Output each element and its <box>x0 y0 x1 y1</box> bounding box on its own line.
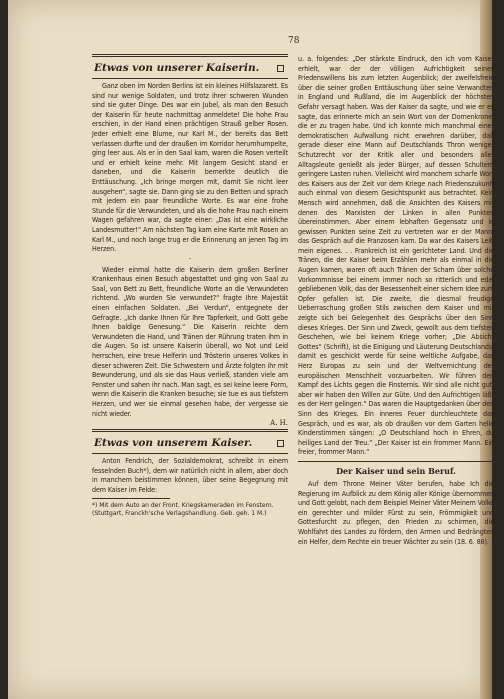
signature: A. H. <box>270 419 288 428</box>
paragraph: Ganz oben im Norden Berlins ist ein kleines Hilfslazarett. Es sind nur wenige Soldaten, und trotz ihrer schweren Wunden sind sie guter Dinge. Des war ein Jubel, als man den Besuch der Kaiserin für heute nachmittag anmeldete! Die hohe Frau erschien, in der Hand einen prächtigen Strauß gelber Rosen. Jeder erhielt eine Blume, nur Karl M., der bereits das Bett verlassen durfte und der draußen im Korridor herumhumpelte, ging leer aus. Als er in den Saal kam, waren die Rosen verteilt und er erhielt keine mehr. Mit langem Gesicht stand er daneben, und die Kaiserin bemerkte deutlich die Enttäuschung. „Ich bringe morgen mit, damit Sie nicht leer ausgehen“, sagte sie. Dann ging sie zu den Betten und sprach mit jedem ein paar freundliche Worte. Es war eine frohe Stunde für die Verwundeten, und als die hohe Frau nach einem Wagen gefahren war, da sagte einer: „Das ist eine wirkliche Landesmutter!“ Am nächsten Tag kam eine Karte mit Rosen an Karl M., und noch lange trug er die Erinnerung an jenen Tag im Herzen. <box>92 81 288 254</box>
section-rule <box>92 54 288 57</box>
section-rule <box>92 453 288 454</box>
paragraph: Anton Fendrich, der Sozialdemokrat, schreibt in einem fesselnden Buch*), dem wir natürlich nicht in allem, aber doch in manchem beistimmen können, über seine Begegnung mit dem Kaiser im Felde: <box>92 456 288 494</box>
paragraph: Auf dem Throne Meiner Väter berufen, habe Ich die Regierung im Aufblick zu dem König aller Könige übernommen und Gott gelobt, nach dem Beispiel Meiner Väter Meinem Volke ein gerechter und milder Fürst zu sein, Frömmigkeit und Gottesfurcht zu pflegen, den Frieden zu schirmen, die Wohlfahrt des Landes zu fördern, den Armen und Bedrängten ein Helfer, dem Rechte ein treuer Wächter zu sein (18. 6. 88). <box>298 478 494 546</box>
section-rule <box>298 461 494 462</box>
paragraph: u. a. folgendes: „Der stärkste Eindruck, den ich vom Kaiser erhielt, war der der völligen Aufrichtigkeit seines Friedenswillens bis zum letzten Augenblick; der zweifelsfreie über die seiner großen Enttäuschung über seine Verwandten in England und Rußland, die im Augenblick der höchsten Gefahr versagt haben. Was der Kaiser da sagte, und wie er es sagte, das erinnerte mich an sein Wort von der Dornenkrone, die er zu tragen habe. Und ich konnte mich manchmal einer demokratischen Aufwallung nicht erwehren darüber, daß gerade dieser eine Mann auf Deutschlands Thron weniger Schutzrecht vor der Kritik aller und besonders aller Alltagsleute genießt als jeder Bürger, auf dessen Schultern geringere Lasten ruhen. Vielleicht wird manchem scharfe Wort des Kaisers aus der Zeit vor dem Kriege nach Friedenszukunft auch einmal von diesem Gesichtspunkt aus betrachtet. Kein Mensch wird annehmen, daß die Ansichten des Kaisers mit denen des Marxisten der Linken in allen Punkten übereinstimmen. Aber einem lebhaften Gegensatz und in gewissen Punkten seine Zeit zu vertreten war er der Mann, das Gespräch auf die Franzosen kam. Da war des Kaisers Leib mein eigenes. . . Frankreich ist ein gerichteter Land. Und die Tränen, die der Kaiser beim Erzählen mehr als einmal in die Augen kamen, waren oft auch Tränen der Scham über solche Vorkommnisse bei einem immer noch so ritterlich und edel gebliebenen Volk, das der Besessenheit einer sichern Idee zum Opfer gefallen ist. Die zweite, die diesmal freudige Ueberraschung großen Stils zwischen dem Kaiser und mir zeigte sich bei Gelegenheit des Gesprächs über den Sinn dieses Krieges. Der Sinn und Zweck, gewollt aus dem tiefsten Geschehen, wie bei keinem Kriege vorher; „Die Absicht Gottes“ (Schrift), ist die Einigung und Läuterung Deutschlands, damit es geschickt werde für seine weltliche Aufgabe, das Herz Europas zu sein und der Weltvernichtung der europäischen Menschheit vorzuarbeiten. Wir führen den Kampf des Lichts gegen die Finsternis. Wir sind alle nicht gut, aber wir haben den Willen zur Güte. Und den Aufrichtigen läßt es der Herr gelingen.“ Das waren die Hauptgedanken über den Sinn des Krieges. Ein inneres Feuer durchleuchtete das Gespräch, und es war, als ob draußen vor dem Garten helle Kinderstimmen sängen: „O Deutschland hoch in Ehren, du heiliges Land der Treu.“ „Der Kaiser ist ein frommer Mann. Ein freier, frommer Mann.“ <box>298 54 494 457</box>
section-title-text: Etwas von unserer Kaiserin. <box>94 62 260 74</box>
section-rule <box>92 78 288 79</box>
footnote-rule <box>92 498 170 499</box>
square-ornament-icon <box>277 65 284 72</box>
subheading: Der Kaiser und sein Beruf. <box>336 465 456 476</box>
page-number: 78 <box>288 36 300 46</box>
section-title-text: Etwas von unserem Kaiser. <box>94 437 253 450</box>
footnote: *) Mit dem Auto an der Front. Kriegskameraden im Fenstern. (Stuttgart, Franckh'sche Verlagshandlung. Geb. geh. 1 M.) <box>92 501 274 517</box>
section-rule <box>92 429 288 432</box>
square-ornament-icon <box>277 440 284 447</box>
right-column <box>298 52 494 546</box>
paragraph: Wieder einmal hatte die Kaiserin dem großen Berliner Krankenhaus einen Besuch abgestattet und ging von Saal zu Saal, von Bett zu Bett, freundliche Worte an die Verwundeten richtend. „Wo wurden Sie verwundet?“ fragte Ihre Majestät einen einfachen Soldaten. „Bei Verdun“, entgegnete der Gefragte. „Ich danke Ihnen für Ihre Tapferkeit, und Gott gebe Ihnen baldige Genesung.“ Die Kaiserin reichte dem Verwundeten die Hand, und Tränen der Rührung traten ihm in die Augen. So ist unsere Kaiserin überall, wo Not und Leid herrschen, eine treue Helferin und Trösterin unseres Volkes in dieser schweren Zeit. Die Schwestern und Ärzte folgten ihr mit Bewunderung, und als sie das Haus verließ, standen viele am Fenster und sahen ihr nach. Man sagt, es sei keine leere Form, wenn die Kaiserin die Kranken besuche; sie tue es aus tiefstem Herzen, und wer sie einmal gesehen habe, der vergesse sie nicht wieder. <box>92 264 288 418</box>
section-title-kaiserin <box>92 59 288 76</box>
book-page <box>8 0 492 699</box>
divider-ornament-icon: · <box>188 254 192 263</box>
left-column <box>92 52 288 518</box>
section-title-kaiser <box>92 434 288 451</box>
